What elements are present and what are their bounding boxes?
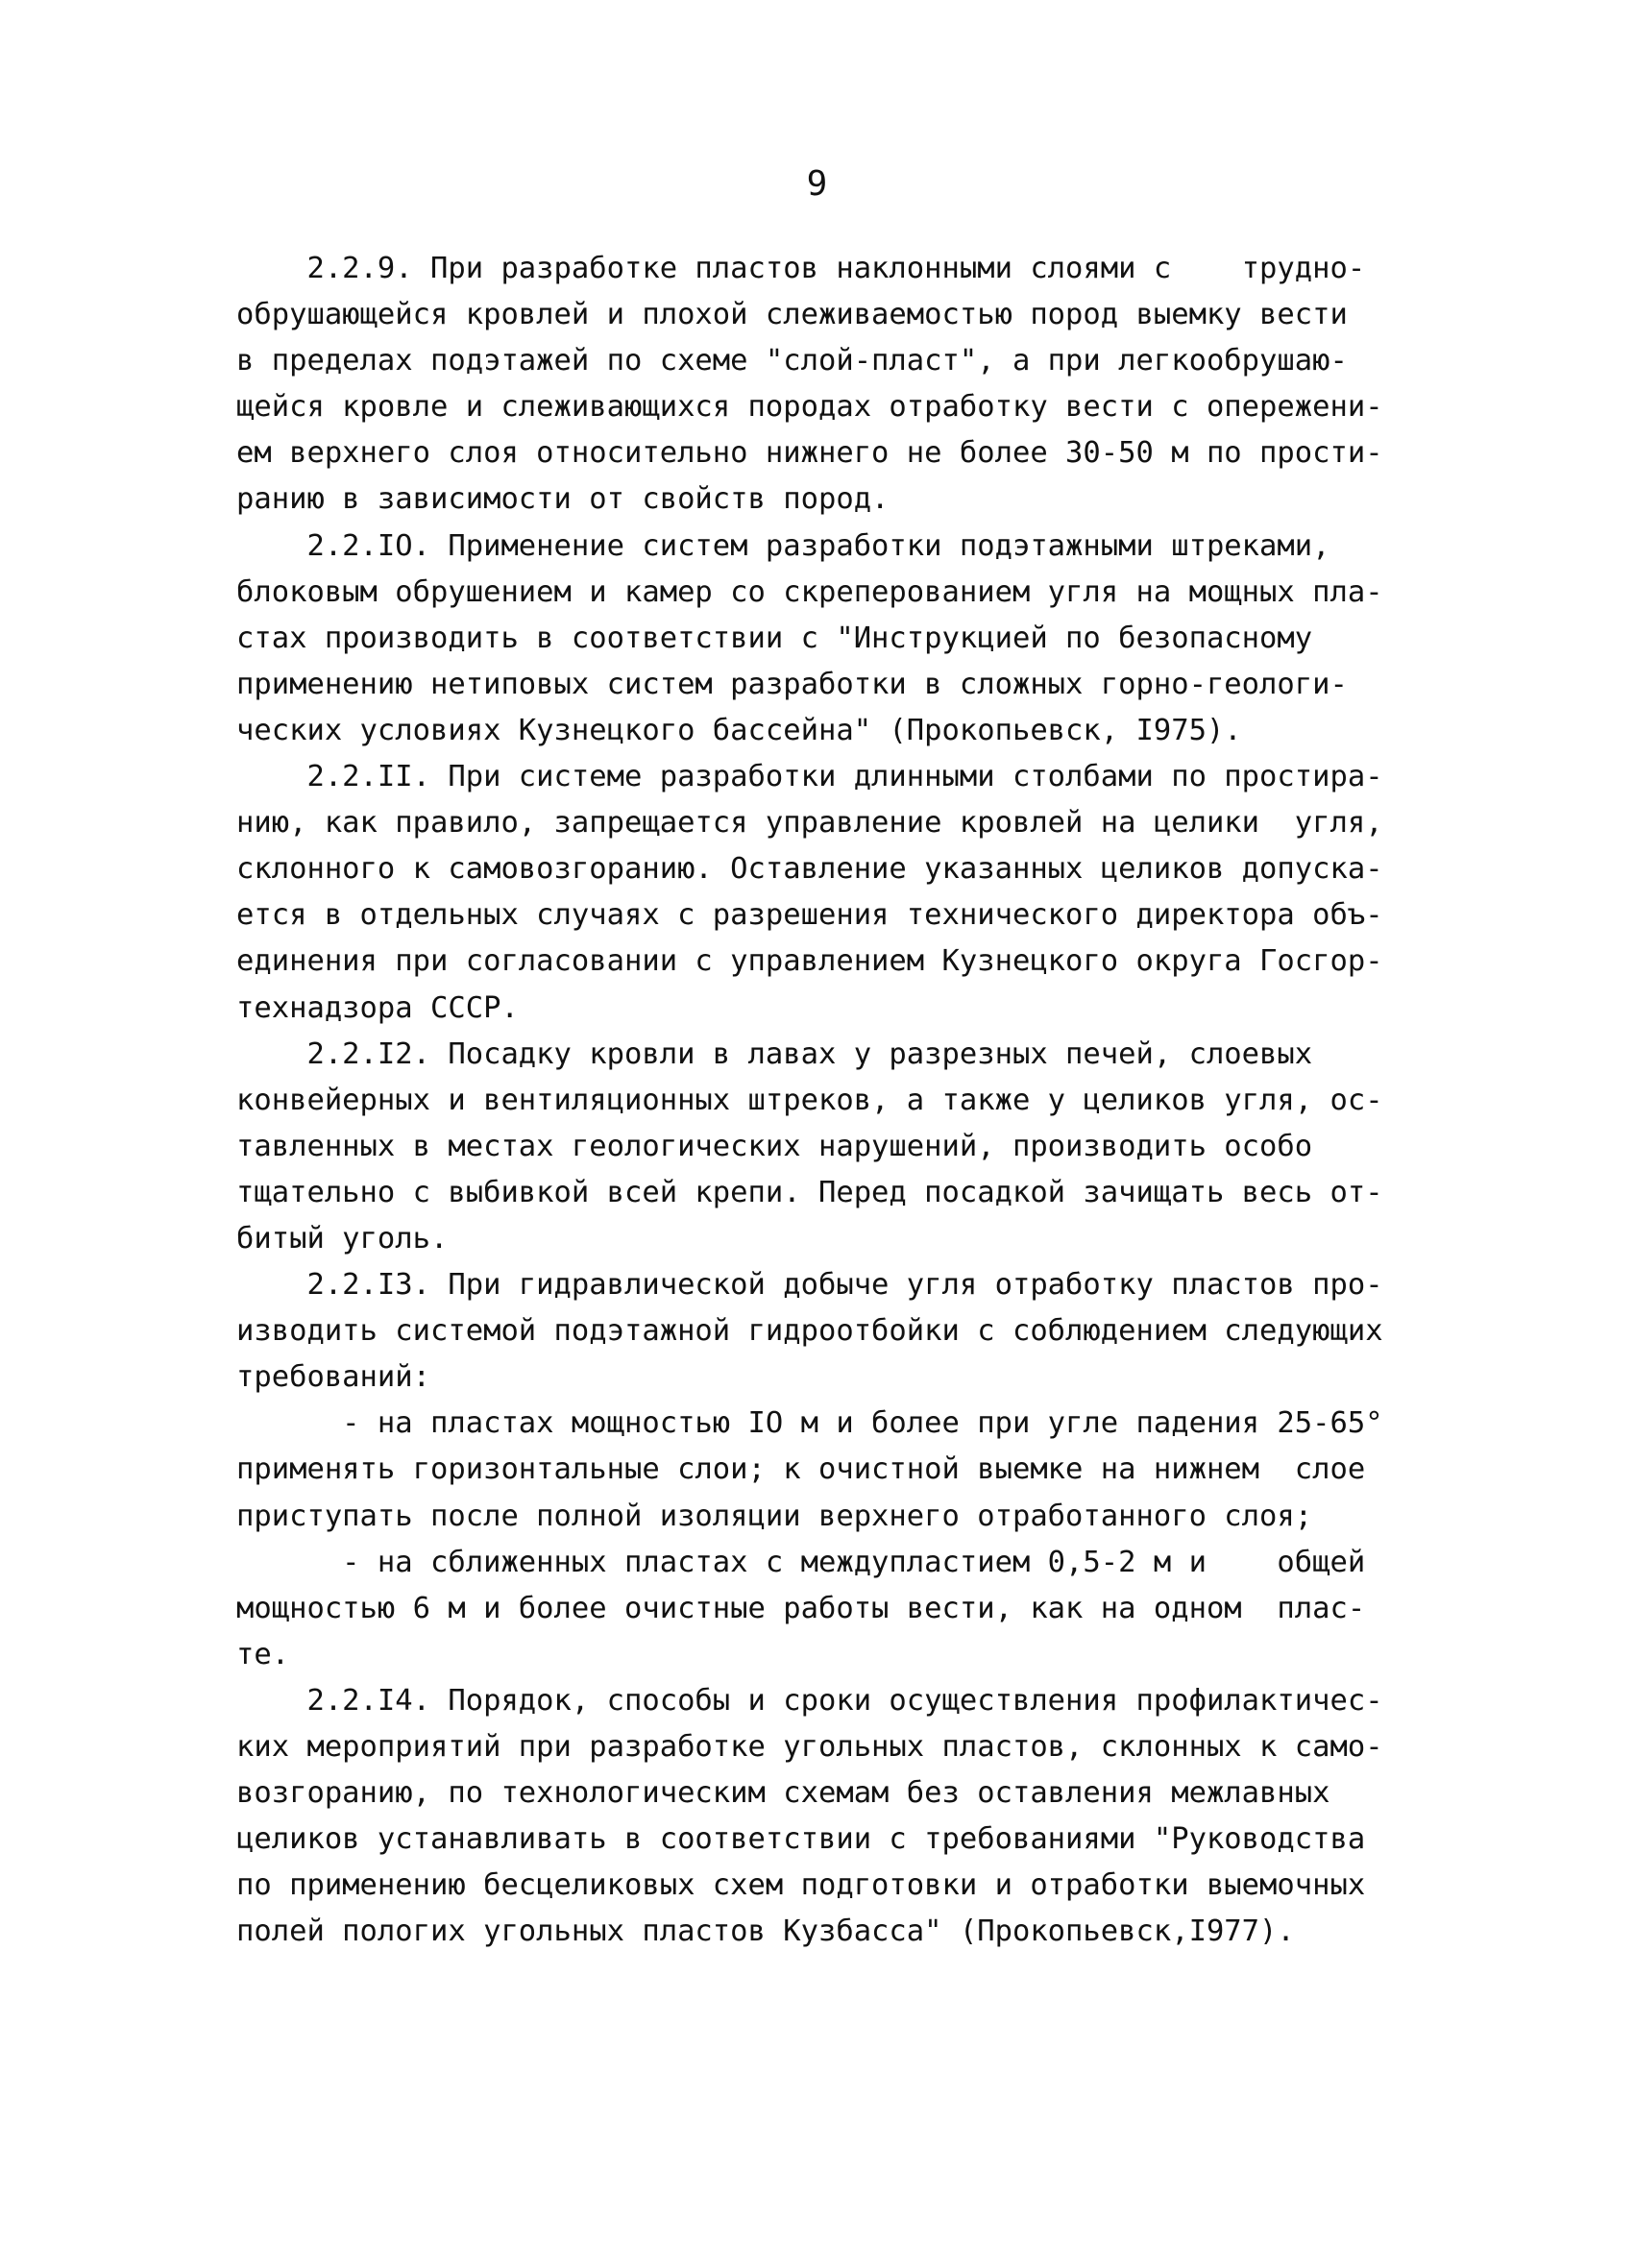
text-line: тавленных в местах геологических нарушений, производить особо bbox=[236, 1129, 1313, 1163]
text-line: ем верхнего слоя относительно нижнего не более 30-50 м по прости- bbox=[236, 436, 1383, 471]
text-line: ется в отдельных случаях с разрешения технического директора объ- bbox=[236, 898, 1383, 933]
text-line: нию, как правило, запрещается управление кровлей на целики угля, bbox=[236, 806, 1383, 841]
text-line: приступать после полной изоляции верхнего отработанного слоя; bbox=[236, 1499, 1313, 1533]
text-line: применять горизонтальные слои; к очистной выемке на нижнем слое bbox=[236, 1452, 1366, 1487]
document-body bbox=[236, 246, 1447, 1955]
text-line: щейся кровле и слеживающихся породах отработку вести с опережени- bbox=[236, 390, 1383, 425]
text-line: те. bbox=[236, 1637, 290, 1671]
text-line: целиков устанавливать в соответствии с требованиями "Руководства bbox=[236, 1822, 1366, 1857]
text-line: блоковым обрушением и камер со скреперованием угля на мощных пла- bbox=[236, 574, 1383, 609]
text-line: ческих условиях Кузнецкого бассейна" (Прокопьевск, I975). bbox=[236, 713, 1242, 747]
text-line: склонного к самовозгоранию. Оставление указанных целиков допуска- bbox=[236, 852, 1383, 887]
text-line: тщательно с выбивкой всей крепи. Перед посадкой зачищать весь от- bbox=[236, 1175, 1383, 1209]
text-line: 2.2.I4. Порядок, способы и сроки осуществления профилактичес- bbox=[236, 1683, 1383, 1718]
text-line: ких мероприятий при разработке угольных пластов, склонных к само- bbox=[236, 1730, 1383, 1764]
text-line: мощностью 6 м и более очистные работы вести, как на одном плас- bbox=[236, 1591, 1366, 1625]
text-line: 2.2.IO. Применение систем разработки подэтажными штреками, bbox=[236, 528, 1330, 563]
text-line: 2.2.9. При разработке пластов наклонными слоями с трудно- bbox=[236, 252, 1366, 285]
text-line: стах производить в соответствии с "Инструкцией по безопасному bbox=[236, 621, 1313, 655]
text-line: применению нетиповых систем разработки в сложных горно-геологи- bbox=[236, 667, 1348, 701]
text-line: в пределах подэтажей по схеме "слой-пласт", а при легкообрушаю- bbox=[236, 344, 1348, 378]
text-line: требований: bbox=[236, 1360, 430, 1395]
page-number: 9 bbox=[806, 164, 828, 204]
text-line: технадзора СССР. bbox=[236, 990, 519, 1025]
text-line: 2.2.II. При системе разработки длинными столбами по простира- bbox=[236, 760, 1383, 794]
text-line: битый уголь. bbox=[236, 1221, 449, 1256]
text-line: обрушающейся кровлей и плохой слеживаемостью пород выемку вести bbox=[236, 298, 1348, 332]
text-line: - на сближенных пластах с междупластием 0,5-2 м и общей bbox=[236, 1545, 1366, 1579]
text-line: ранию в зависимости от свойств пород. bbox=[236, 482, 890, 517]
text-line: 2.2.I2. Посадку кровли в лавах у разрезных печей, слоевых bbox=[236, 1036, 1313, 1071]
text-line: конвейерных и вентиляционных штреков, а также у целиков угля, ос- bbox=[236, 1083, 1383, 1117]
text-line: 2.2.I3. При гидравлической добыче угля отработку пластов про- bbox=[236, 1268, 1383, 1303]
text-line: по применению бесцеликовых схем подготовки и отработки выемочных bbox=[236, 1868, 1366, 1903]
text-line: - на пластах мощностью IO м и более при угле падения 25-65° bbox=[236, 1406, 1383, 1441]
text-line: полей пологих угольных пластов Кузбасса" (Прокопьевск,I977). bbox=[236, 1914, 1295, 1949]
text-line: изводить системой подэтажной гидроотбойки с соблюдением следующих bbox=[236, 1314, 1383, 1349]
text-line: единения при согласовании с управлением Кузнецкого округа Госгор- bbox=[236, 944, 1383, 979]
text-line: возгоранию, по технологическим схемам без оставления межлавных bbox=[236, 1776, 1330, 1811]
